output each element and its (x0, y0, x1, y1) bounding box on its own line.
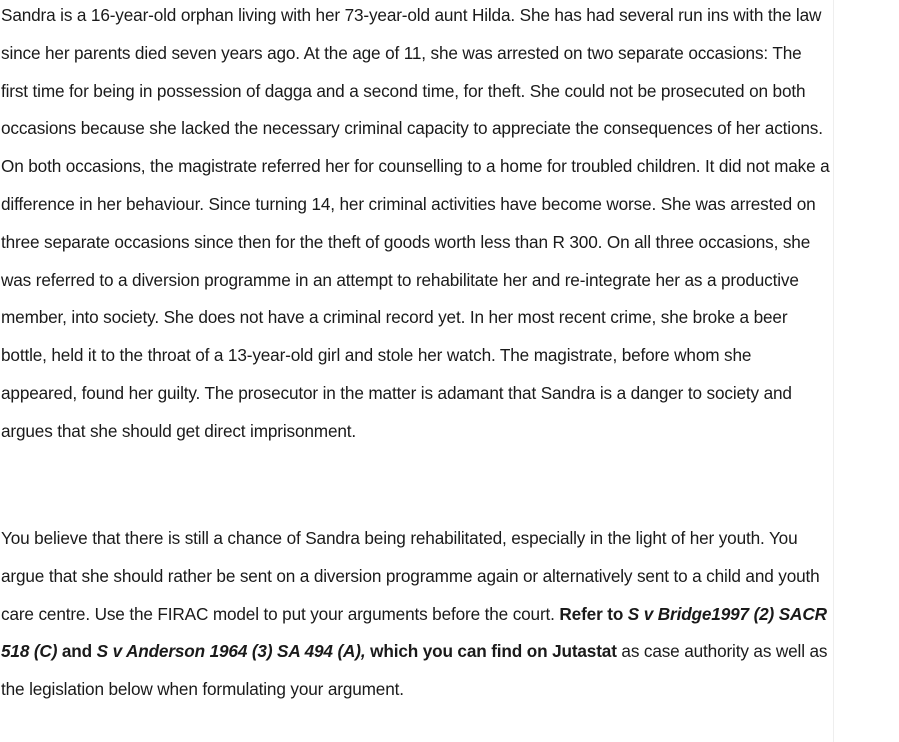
paragraph-scenario (1, 0, 831, 451)
jutastat-reference: which you can find on Jutastat (365, 641, 617, 662)
refer-to-label: Refer to (559, 603, 628, 624)
scenario-text: Sandra is a 16-year-old orphan living with her 73-year-old aunt Hilda. She has had several run ins with the law since her parents died seven years ago. At the age of 11, she was arrested on two separate occasions: The first time for being in possession of dagga and a second time, for theft. She could not be prosecuted on both occasions because she lacked the necessary criminal capacity to appreciate the consequences of her actions. On both occasions, the magistrate referred her for counselling to a home for troubled children. It did not make a difference in her behaviour. Since turning 14, her criminal activities have become worse. She was arrested on three separate occasions since then for the theft of goods worth less than R 300. On all three occasions, she was referred to a diversion programme in an attempt to rehabilitate her and re-integrate her as a productive member, into society. She does not have a criminal record yet. In her most recent crime, she broke a beer bottle, held it to the throat of a 13-year-old girl and stole her watch. The magistrate, before whom she appeared, found her guilty. The prosecutor in the matter is adamant that Sandra is a danger to society and argues that she should get direct imprisonment. (1, 5, 830, 441)
instructions-intro: You believe that there is still a chance of Sandra being rehabilitated, especially in the light of her youth. You argue that she should rather be sent on a diversion programme again or alternatively sent to a child and youth care centre. Use the FIRAC model to put your arguments before the court. (1, 528, 820, 624)
paragraph-instructions (1, 520, 831, 709)
instructions-closing: as case authority as well as the legislation below when formulating your argument. (1, 641, 828, 700)
case-bridge-citation: S v Bridge1997 (2) SACR 518 (C) (1, 603, 827, 662)
case-anderson-citation: S v Anderson 1964 (3) SA 494 (A), (96, 641, 366, 662)
instructions-text (1, 520, 831, 709)
and-connector: and (57, 641, 97, 662)
